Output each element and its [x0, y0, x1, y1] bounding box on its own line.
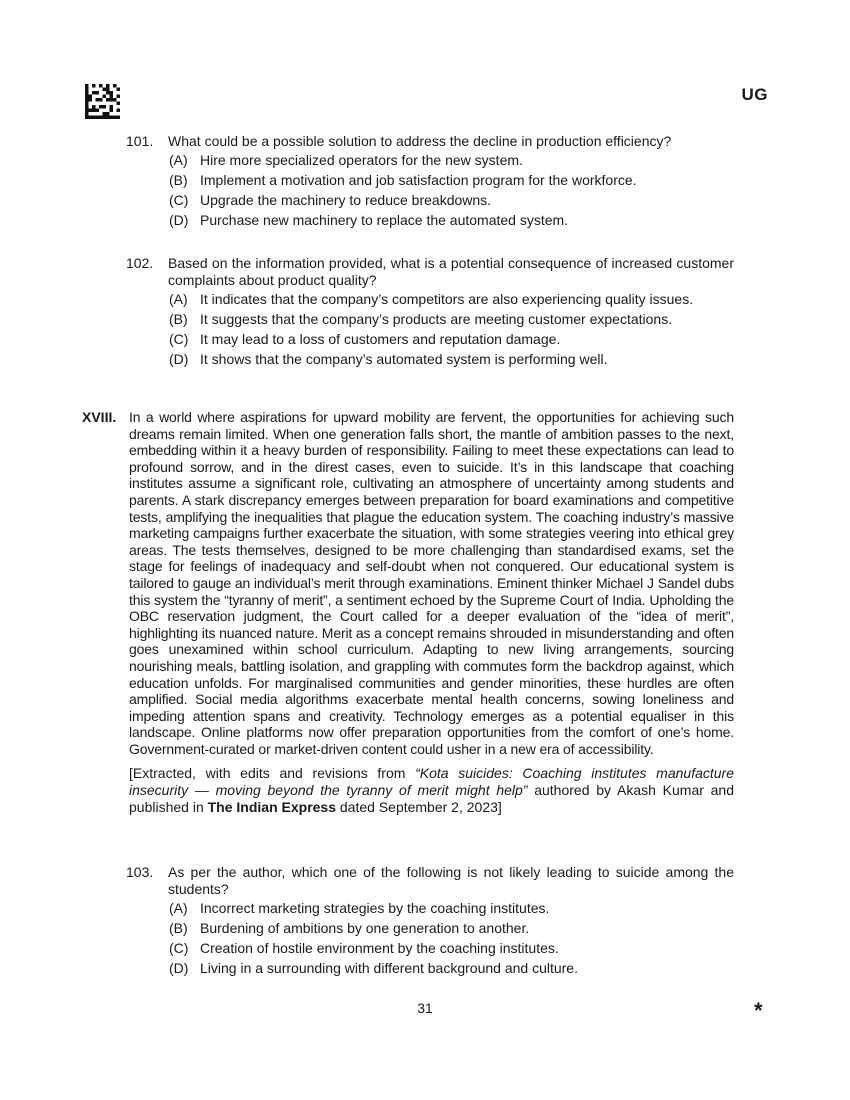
- option-letter: (D): [169, 960, 189, 976]
- option-c: [169, 192, 734, 209]
- option-letter: (D): [169, 351, 189, 367]
- star-mark: *: [754, 998, 763, 1023]
- option-text: It may lead to a loss of customers and reputation damage.: [200, 331, 561, 347]
- option-letter: (C): [169, 192, 189, 208]
- option-letter: (D): [169, 212, 189, 228]
- option-text: It shows that the company’s automated system is performing well.: [200, 351, 608, 367]
- option-letter: (A): [169, 900, 188, 916]
- source-middle: authored by Akash Kumar and published in: [129, 782, 734, 815]
- option-letter: (B): [169, 172, 188, 188]
- question-102: [126, 255, 734, 371]
- option-d: [169, 212, 734, 229]
- question-number: 103.: [126, 864, 154, 880]
- option-letter: (B): [169, 920, 188, 936]
- option-letter: (C): [169, 331, 189, 347]
- question-number: 102.: [126, 255, 154, 271]
- option-text: It suggests that the company’s products are meeting customer expectations.: [200, 311, 673, 327]
- option-text: Living in a surrounding with different background and culture.: [200, 960, 578, 976]
- option-letter: (A): [169, 291, 188, 307]
- option-text: Incorrect marketing strategies by the coaching institutes.: [200, 900, 550, 916]
- option-list: [169, 152, 734, 229]
- option-text: Purchase new machinery to replace the automated system.: [200, 212, 569, 228]
- question-text: Based on the information provided, what is a potential consequence of increased customer complaints about product quality?: [168, 255, 734, 288]
- passage-source: [129, 765, 734, 815]
- option-text: Implement a motivation and job satisfaction program for the workforce.: [200, 172, 637, 188]
- option-b: [169, 920, 734, 937]
- source-prefix: [Extracted, with edits and revisions from: [129, 765, 416, 782]
- question-101: [126, 133, 734, 232]
- qr-code: [84, 84, 121, 119]
- reading-passage: [82, 409, 734, 815]
- option-d: [169, 351, 734, 368]
- option-a: [169, 152, 734, 169]
- question-text: What could be a possible solution to address the decline in production efficiency?: [168, 133, 672, 149]
- paper-code-label: UG: [741, 85, 768, 104]
- option-list: [169, 900, 734, 977]
- option-c: [169, 331, 734, 348]
- option-text: Upgrade the machinery to reduce breakdowns.: [200, 192, 492, 208]
- passage-text: In a world where aspirations for upward mobility are fervent, the opportunities for achieving such dreams remain limited. When one generation falls short, the mantle of ambition passes to the next, embedding within it a heavy burden of responsibility. Failing to meet these expectations can lead to profound sorrow, and in the direst cases, even to suicide. It’s in this landscape that coaching institutes assume a significant role, cultivating an atmosphere of uncertainty among students and parents. A stark discrepancy emerges between preparation for board examinations and competitive tests, amplifying the inequalities that plague the education system. The coaching industry’s massive marketing campaigns further exacerbate the situation, with some strategies veering into ethical grey areas. The tests themselves, designed to be more challenging than standardised exams, set the stage for feelings of inadequacy and self-doubt when not conquered. Our educational system is tailored to gauge an individual’s merit through examinations. Eminent thinker Michael J Sandel dubs this system the “tyranny of merit”, a sentiment echoed by the Supreme Court of India. Upholding the OBC reservation judgment, the Court called for a deeper evaluation of the “idea of merit”, highlighting its nuanced nature. Merit as a concept remains shrouded in misunderstanding and often goes unexamined within school curriculum. Adapting to new living arrangements, sourcing nourishing meals, battling isolation, and grappling with commutes form the backdrop against, which education unfolds. For marginalised communities and gender minorities, these hurdles are often amplified. Social media algorithms exacerbate mental health concerns, sowing loneliness and impeding attention spans and creativity. Technology emerges as a potential equaliser in this landscape. Online platforms now offer preparation opportunities from the comfort of one’s home. Government-curated or market-driven content could usher in a new era of accessibility.: [129, 409, 734, 757]
- option-text: Burdening of ambitions by one generation to another.: [200, 920, 530, 936]
- question-number: 101.: [126, 133, 154, 149]
- source-article-title: “Kota suicides: Coaching institutes manufacture insecurity — moving beyond the tyranny of merit might help”: [129, 765, 734, 799]
- source-suffix: dated September 2, 2023]: [336, 798, 502, 815]
- option-text: Creation of hostile environment by the coaching institutes.: [200, 940, 559, 956]
- option-list: [169, 291, 734, 368]
- option-c: [169, 940, 734, 957]
- option-letter: (A): [169, 152, 188, 168]
- option-a: [169, 291, 734, 308]
- passage-number: XVIII.: [82, 409, 117, 425]
- question-103: [126, 864, 734, 980]
- passage-body: [129, 409, 734, 815]
- option-letter: (B): [169, 311, 188, 327]
- option-b: [169, 311, 734, 328]
- option-a: [169, 900, 734, 917]
- question-text: As per the author, which one of the following is not likely leading to suicide among the students?: [168, 864, 734, 897]
- option-b: [169, 172, 734, 189]
- option-letter: (C): [169, 940, 189, 956]
- option-text: It indicates that the company’s competitors are also experiencing quality issues.: [200, 291, 694, 307]
- option-d: [169, 960, 734, 977]
- option-text: Hire more specialized operators for the new system.: [200, 152, 523, 168]
- page-number: 31: [417, 1000, 433, 1016]
- source-publication: The Indian Express: [207, 798, 336, 815]
